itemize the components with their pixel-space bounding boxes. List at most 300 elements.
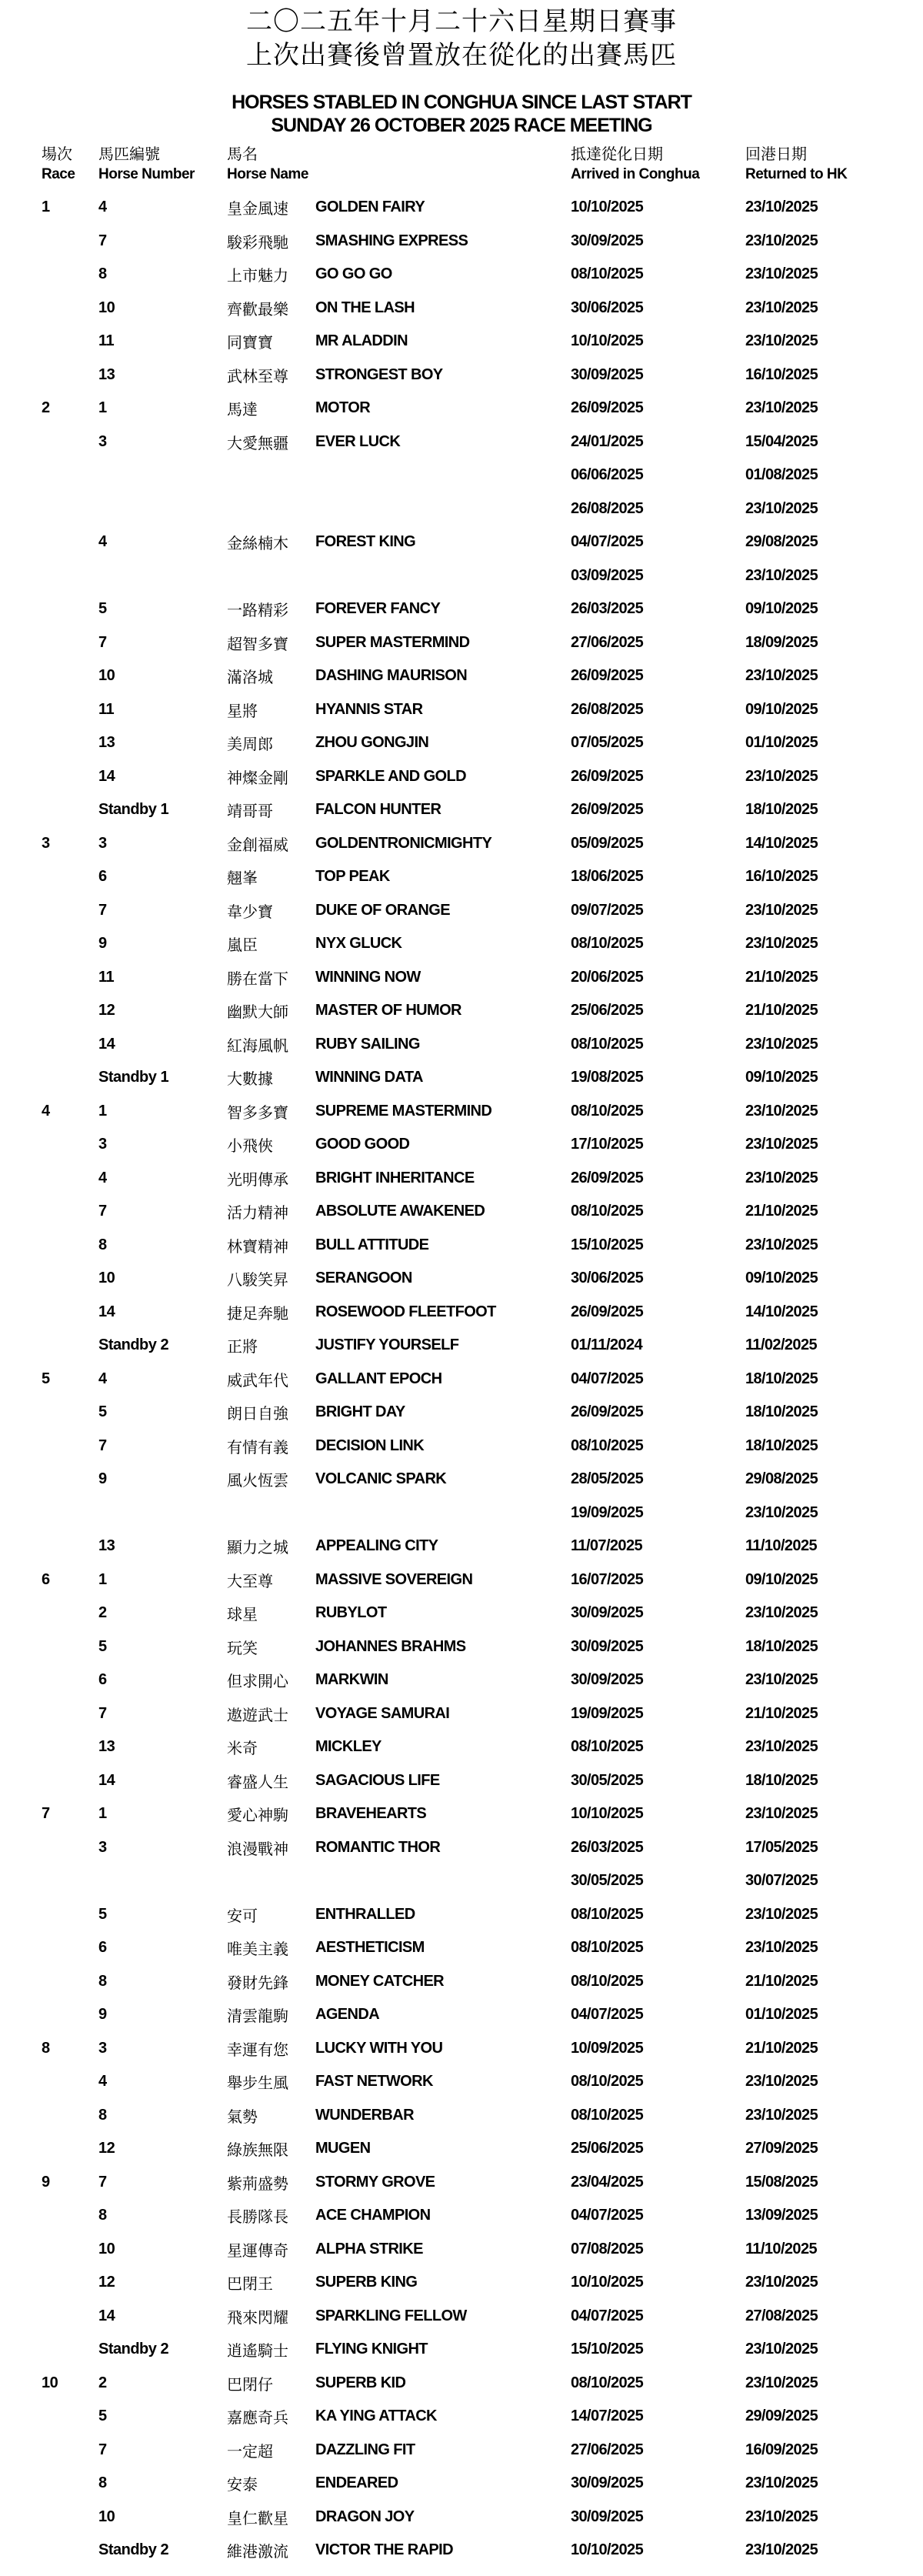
- horse-name-zh: 遨遊武士: [227, 1707, 288, 1724]
- table-row: [0, 1463, 923, 1497]
- arrived-date: 07/08/2025: [571, 2240, 644, 2257]
- returned-date: 27/09/2025: [745, 2140, 818, 2157]
- arrived-date: 10/10/2025: [571, 2274, 644, 2291]
- horse-name-zh: 小飛俠: [227, 1138, 273, 1156]
- horse-number-cell: 7: [98, 633, 107, 651]
- returned-date: 23/10/2025: [745, 1805, 818, 1823]
- arrived-date: 20/06/2025: [571, 968, 644, 986]
- horse-name-zh: 馬達: [227, 402, 258, 419]
- returned-date: 23/10/2025: [745, 2341, 818, 2358]
- horse-name-en: FOREST KING: [315, 533, 416, 551]
- arrived-date: 07/05/2025: [571, 734, 644, 752]
- horse-name-zh: 韋少寶: [227, 903, 273, 921]
- horse-name-zh: 神燦金剛: [227, 769, 288, 787]
- horse-name-zh: 星運傳奇: [227, 2242, 288, 2260]
- returned-date: 23/10/2025: [745, 1035, 818, 1053]
- horse-name-zh: 駿彩飛馳: [227, 234, 288, 252]
- returned-date: 21/10/2025: [745, 968, 818, 986]
- race-cell: 1: [42, 199, 50, 216]
- returned-date: 23/10/2025: [745, 935, 818, 953]
- arrived-date: 04/07/2025: [571, 2006, 644, 2024]
- returned-date: 23/10/2025: [745, 499, 818, 517]
- horse-number-cell: 3: [98, 1136, 107, 1153]
- returned-date: 14/10/2025: [745, 834, 818, 852]
- table-row: [0, 1730, 923, 1764]
- horse-name-en: TOP PEAK: [315, 868, 390, 886]
- horse-number-cell: 7: [98, 232, 107, 249]
- returned-date: 18/10/2025: [745, 1637, 818, 1655]
- horse-number-cell: 7: [98, 1704, 107, 1722]
- horse-name-en: BULL ATTITUDE: [315, 1236, 429, 1253]
- table-row: [0, 1396, 923, 1430]
- horse-number-cell: 4: [98, 2073, 107, 2090]
- table-row: [0, 1764, 923, 1798]
- column-header-horse-name: [227, 145, 571, 185]
- returned-date: 30/07/2025: [745, 1872, 818, 1890]
- horse-name-zh: 八駿笑昇: [227, 1272, 288, 1290]
- arrived-date: 27/06/2025: [571, 633, 644, 651]
- column-header-horse-name-zh: 馬名: [227, 146, 258, 163]
- horse-number-cell: 7: [98, 1436, 107, 1454]
- arrived-date: 18/06/2025: [571, 868, 644, 886]
- horse-table-body: [0, 191, 923, 2568]
- page-title-english-line2: SUNDAY 26 OCTOBER 2025 RACE MEETING: [271, 115, 652, 136]
- returned-date: 23/10/2025: [745, 265, 818, 283]
- returned-date: 23/10/2025: [745, 667, 818, 685]
- table-row: [0, 2099, 923, 2133]
- horse-number-cell: 14: [98, 1035, 115, 1053]
- table-row: [0, 2132, 923, 2166]
- race-cell: 9: [42, 2173, 50, 2191]
- horse-name-en: SUPER MASTERMIND: [315, 633, 470, 651]
- horse-name-en: KA YING ATTACK: [315, 2407, 437, 2425]
- table-row: [0, 2400, 923, 2434]
- horse-number-cell: Standby 2: [98, 1336, 169, 1354]
- horse-name-zh: 光明傳承: [227, 1171, 288, 1189]
- horse-number-cell: 5: [98, 1905, 107, 1923]
- horse-name-zh: 球星: [227, 1607, 258, 1624]
- horse-name-zh: 金絲楠木: [227, 536, 288, 553]
- horse-number-cell: 11: [98, 700, 115, 718]
- returned-date: 23/10/2025: [745, 767, 818, 785]
- returned-date: 23/10/2025: [745, 1905, 818, 1923]
- returned-date: 23/10/2025: [745, 1604, 818, 1622]
- horse-name-en: WINNING NOW: [315, 968, 421, 986]
- arrived-date: 30/09/2025: [571, 2508, 644, 2525]
- arrived-date: 26/08/2025: [571, 700, 644, 718]
- horse-number-cell: 9: [98, 935, 107, 953]
- horse-name-zh: 大至尊: [227, 1573, 273, 1590]
- returned-date: 21/10/2025: [745, 1972, 818, 1990]
- horse-name-en: MICKLEY: [315, 1738, 382, 1756]
- arrived-date: 04/07/2025: [571, 2307, 644, 2324]
- column-header-returned-en: Returned to HK: [745, 166, 848, 182]
- horse-name-en: GOLDENTRONICMIGHTY: [315, 834, 492, 852]
- horse-name-en: DUKE OF ORANGE: [315, 901, 450, 919]
- arrived-date: 08/10/2025: [571, 2374, 644, 2391]
- horse-name-zh: 綠族無限: [227, 2142, 288, 2160]
- horse-number-cell: 13: [98, 734, 115, 752]
- returned-date: 23/10/2025: [745, 2474, 818, 2492]
- table-row: [0, 459, 923, 492]
- horse-number-cell: 1: [98, 399, 107, 417]
- arrived-date: 19/09/2025: [571, 1704, 644, 1722]
- race-cell: 6: [42, 1570, 50, 1588]
- horse-number-cell: 5: [98, 1403, 107, 1421]
- returned-date: 23/10/2025: [745, 1738, 818, 1756]
- horse-number-cell: 14: [98, 2307, 115, 2324]
- arrived-date: 16/07/2025: [571, 1570, 644, 1588]
- arrived-date: 26/09/2025: [571, 399, 644, 417]
- returned-date: 23/10/2025: [745, 332, 818, 350]
- race-cell: 7: [42, 1805, 50, 1823]
- horse-name-en: AGENDA: [315, 2006, 380, 2024]
- returned-date: 16/10/2025: [745, 365, 818, 383]
- arrived-date: 08/10/2025: [571, 1972, 644, 1990]
- page-title-chinese-line2: 上次出賽後曾置放在從化的出賽馬匹: [246, 41, 677, 70]
- arrived-date: 10/10/2025: [571, 199, 644, 216]
- returned-date: 23/10/2025: [745, 566, 818, 584]
- table-row: [0, 1061, 923, 1095]
- horse-name-zh: 安泰: [227, 2477, 258, 2494]
- horse-name-en: VOYAGE SAMURAI: [315, 1704, 450, 1722]
- horse-number-cell: Standby 1: [98, 1069, 169, 1086]
- horse-name-en: WINNING DATA: [315, 1069, 423, 1086]
- column-header-race-en: Race: [42, 166, 75, 182]
- table-row: [0, 2467, 923, 2501]
- returned-date: 17/05/2025: [745, 1838, 818, 1856]
- returned-date: 23/10/2025: [745, 901, 818, 919]
- horse-number-cell: 11: [98, 968, 115, 986]
- arrived-date: 10/09/2025: [571, 2039, 644, 2057]
- table-row: [0, 425, 923, 459]
- horse-name-zh: 幸運有您: [227, 2041, 288, 2059]
- arrived-date: 30/05/2025: [571, 1771, 644, 1789]
- horse-name-zh: 舉步生風: [227, 2075, 288, 2093]
- column-header-returned: [745, 145, 923, 185]
- arrived-date: 04/07/2025: [571, 533, 644, 551]
- arrived-date: 30/09/2025: [571, 232, 644, 249]
- arrived-date: 10/10/2025: [571, 1805, 644, 1823]
- arrived-date: 26/03/2025: [571, 600, 644, 618]
- table-row: [0, 1597, 923, 1630]
- arrived-date: 30/06/2025: [571, 1270, 644, 1287]
- race-cell: 3: [42, 834, 50, 852]
- horse-number-cell: 8: [98, 2106, 107, 2124]
- horse-name-en: GOOD GOOD: [315, 1136, 410, 1153]
- table-row: [0, 325, 923, 359]
- horse-name-en: FLYING KNIGHT: [315, 2341, 428, 2358]
- table-row: [0, 1296, 923, 1330]
- returned-date: 09/10/2025: [745, 1069, 818, 1086]
- column-header-race-zh: 場次: [42, 146, 72, 163]
- returned-date: 29/08/2025: [745, 533, 818, 551]
- horse-name-en: SAGACIOUS LIFE: [315, 1771, 440, 1789]
- table-row: [0, 1363, 923, 1396]
- horse-name-zh: 金創福威: [227, 836, 288, 854]
- horse-name-zh: 超智多寶: [227, 636, 288, 653]
- horse-name-zh: 美周郎: [227, 736, 273, 754]
- arrived-date: 08/10/2025: [571, 1939, 644, 1957]
- horse-number-cell: 7: [98, 2441, 107, 2458]
- arrived-date: 26/08/2025: [571, 499, 644, 517]
- arrived-date: 01/11/2024: [571, 1336, 642, 1354]
- race-cell: 2: [42, 399, 50, 417]
- horse-number-cell: 5: [98, 1637, 107, 1655]
- table-row: [0, 2434, 923, 2468]
- table-row: [0, 1931, 923, 1965]
- arrived-date: 26/03/2025: [571, 1838, 644, 1856]
- horse-name-zh: 發財先鋒: [227, 1974, 288, 1992]
- arrived-date: 25/06/2025: [571, 1002, 644, 1019]
- horse-number-cell: 9: [98, 1470, 107, 1488]
- returned-date: 23/10/2025: [745, 1939, 818, 1957]
- arrived-date: 26/09/2025: [571, 1403, 644, 1421]
- horse-name-en: JOHANNES BRAHMS: [315, 1637, 466, 1655]
- table-row: [0, 2300, 923, 2334]
- horse-name-en: ENTHRALLED: [315, 1905, 415, 1923]
- horse-number-cell: 8: [98, 2207, 107, 2224]
- table-row: [0, 492, 923, 526]
- table-row: [0, 2233, 923, 2267]
- horse-name-en: STORMY GROVE: [315, 2173, 435, 2191]
- horse-number-cell: Standby 1: [98, 801, 169, 819]
- arrived-date: 27/06/2025: [571, 2441, 644, 2458]
- arrived-date: 08/10/2025: [571, 1905, 644, 1923]
- arrived-date: 28/05/2025: [571, 1470, 644, 1488]
- column-header-horse-name-en: Horse Name: [227, 166, 308, 182]
- horse-number-cell: 12: [98, 2140, 115, 2157]
- horse-number-cell: 6: [98, 1939, 107, 1957]
- horse-number-cell: 7: [98, 1203, 107, 1220]
- horse-name-en: SUPERB KING: [315, 2274, 418, 2291]
- horse-number-cell: 10: [98, 2240, 115, 2257]
- horse-name-zh: 巴閉王: [227, 2276, 273, 2294]
- horse-name-zh: 齊歡最樂: [227, 301, 288, 319]
- arrived-date: 08/10/2025: [571, 2106, 644, 2124]
- horse-name-zh: 浪漫戰神: [227, 1840, 288, 1858]
- returned-date: 01/08/2025: [745, 466, 818, 484]
- returned-date: 23/10/2025: [745, 2274, 818, 2291]
- horse-name-en: FAST NETWORK: [315, 2073, 433, 2090]
- race-cell: 8: [42, 2039, 50, 2057]
- horse-name-en: RUBY SAILING: [315, 1035, 420, 1053]
- column-header-returned-zh: 回港日期: [745, 146, 807, 163]
- horse-name-en: SPARKLE AND GOLD: [315, 767, 466, 785]
- horse-name-en: DAZZLING FIT: [315, 2441, 415, 2458]
- returned-date: 16/10/2025: [745, 868, 818, 886]
- returned-date: 09/10/2025: [745, 600, 818, 618]
- horse-number-cell: 4: [98, 1169, 107, 1186]
- horse-name-zh: 正將: [227, 1339, 258, 1356]
- horse-name-zh: 星將: [227, 702, 258, 720]
- horse-name-en: LUCKY WITH YOU: [315, 2039, 443, 2057]
- horse-name-zh: 翹峯: [227, 870, 258, 888]
- column-header-horse-number-zh: 馬匹編號: [98, 146, 160, 163]
- arrived-date: 15/10/2025: [571, 2341, 644, 2358]
- arrived-date: 08/10/2025: [571, 1436, 644, 1454]
- arrived-date: 05/09/2025: [571, 834, 644, 852]
- table-row: [0, 1329, 923, 1363]
- horse-name-en: JUSTIFY YOURSELF: [315, 1336, 459, 1354]
- horse-name-en: SMASHING EXPRESS: [315, 232, 468, 249]
- table-row: [0, 258, 923, 292]
- column-header-race: [42, 145, 98, 185]
- arrived-date: 19/09/2025: [571, 1503, 644, 1521]
- table-row: [0, 359, 923, 392]
- horse-name-en: BRIGHT INHERITANCE: [315, 1169, 475, 1186]
- horse-name-en: MR ALADDIN: [315, 332, 408, 350]
- horse-number-cell: 1: [98, 1805, 107, 1823]
- returned-date: 18/10/2025: [745, 1403, 818, 1421]
- table-row: [0, 559, 923, 593]
- returned-date: 09/10/2025: [745, 1570, 818, 1588]
- horse-name-en: MARKWIN: [315, 1671, 388, 1689]
- horse-name-zh: 風火恆雲: [227, 1473, 288, 1490]
- returned-date: 14/10/2025: [745, 1303, 818, 1320]
- arrived-date: 03/09/2025: [571, 566, 644, 584]
- returned-date: 01/10/2025: [745, 734, 818, 752]
- table-row: [0, 793, 923, 827]
- column-header-arrived: [571, 145, 745, 185]
- table-row: [0, 526, 923, 559]
- horse-name-zh: 同寶寶: [227, 335, 273, 352]
- returned-date: 23/10/2025: [745, 1169, 818, 1186]
- horse-name-en: FOREVER FANCY: [315, 600, 441, 618]
- horse-number-cell: 4: [98, 199, 107, 216]
- horse-number-cell: 8: [98, 1236, 107, 1253]
- table-row: [0, 726, 923, 760]
- horse-name-en: SPARKLING FELLOW: [315, 2307, 467, 2324]
- table-row: [0, 592, 923, 626]
- table-row: [0, 927, 923, 961]
- table-row: [0, 1262, 923, 1296]
- horse-number-cell: 6: [98, 1671, 107, 1689]
- arrived-date: 04/07/2025: [571, 1370, 644, 1387]
- horse-name-zh: 顯力之城: [227, 1540, 288, 1557]
- horse-name-zh: 玩笑: [227, 1640, 258, 1657]
- returned-date: 21/10/2025: [745, 1002, 818, 1019]
- arrived-date: 11/07/2025: [571, 1537, 642, 1555]
- horse-name-zh: 清雲龍駒: [227, 2008, 288, 2026]
- horse-name-zh: 勝在當下: [227, 970, 288, 988]
- horse-number-cell: 5: [98, 2407, 107, 2425]
- horse-name-zh: 維港激流: [227, 2544, 288, 2561]
- horse-name-en: APPEALING CITY: [315, 1537, 438, 1555]
- arrived-date: 30/09/2025: [571, 1637, 644, 1655]
- horse-number-cell: 9: [98, 2006, 107, 2024]
- horse-name-en: ZHOU GONGJIN: [315, 734, 429, 752]
- horse-name-en: AESTHETICISM: [315, 1939, 425, 1957]
- horse-name-en: VICTOR THE RAPID: [315, 2541, 453, 2559]
- horse-name-en: MONEY CATCHER: [315, 1972, 445, 1990]
- returned-date: 13/09/2025: [745, 2207, 818, 2224]
- table-row: [0, 894, 923, 928]
- returned-date: 11/10/2025: [745, 1537, 817, 1555]
- horse-name-en: MASSIVE SOVEREIGN: [315, 1570, 473, 1588]
- horse-name-zh: 愛心神駒: [227, 1807, 288, 1825]
- returned-date: 18/09/2025: [745, 633, 818, 651]
- horse-number-cell: 3: [98, 2039, 107, 2057]
- horse-name-en: MASTER OF HUMOR: [315, 1002, 462, 1019]
- returned-date: 09/10/2025: [745, 1270, 818, 1287]
- horse-name-zh: 捷足奔馳: [227, 1305, 288, 1323]
- column-header-horse-number-en: Horse Number: [98, 166, 195, 182]
- table-row: [0, 2501, 923, 2534]
- table-row: [0, 292, 923, 325]
- arrived-date: 24/01/2025: [571, 432, 644, 450]
- horse-name-en: BRIGHT DAY: [315, 1403, 405, 1421]
- returned-date: 23/10/2025: [745, 1671, 818, 1689]
- table-row: [0, 1430, 923, 1463]
- arrived-date: 08/10/2025: [571, 1035, 644, 1053]
- horse-name-en: ON THE LASH: [315, 299, 415, 316]
- horse-name-en: GO GO GO: [315, 265, 392, 283]
- horse-name-en: ALPHA STRIKE: [315, 2240, 423, 2257]
- horse-number-cell: 1: [98, 1570, 107, 1588]
- table-row: [0, 1162, 923, 1196]
- arrived-date: 08/10/2025: [571, 265, 644, 283]
- arrived-date: 26/09/2025: [571, 667, 644, 685]
- horse-number-cell: 10: [98, 667, 115, 685]
- table-row: [0, 860, 923, 894]
- returned-date: 23/10/2025: [745, 1236, 818, 1253]
- horse-number-cell: 3: [98, 1838, 107, 1856]
- returned-date: 15/08/2025: [745, 2173, 818, 2191]
- horse-number-cell: 14: [98, 1303, 115, 1320]
- arrived-date: 26/09/2025: [571, 1169, 644, 1186]
- horse-number-cell: 12: [98, 1002, 115, 1019]
- table-row: [0, 1998, 923, 2032]
- arrived-date: 19/08/2025: [571, 1069, 644, 1086]
- table-row: [0, 1195, 923, 1229]
- horse-name-zh: 長勝隊長: [227, 2209, 288, 2227]
- horse-name-zh: 一定超: [227, 2443, 273, 2461]
- horse-number-cell: 8: [98, 1972, 107, 1990]
- horse-name-en: SUPREME MASTERMIND: [315, 1102, 492, 1119]
- horse-name-en: DECISION LINK: [315, 1436, 425, 1454]
- table-row: [0, 827, 923, 861]
- returned-date: 23/10/2025: [745, 2374, 818, 2391]
- returned-date: 29/09/2025: [745, 2407, 818, 2425]
- returned-date: 21/10/2025: [745, 1203, 818, 1220]
- arrived-date: 25/06/2025: [571, 2140, 644, 2157]
- horse-number-cell: 4: [98, 533, 107, 551]
- horse-name-zh: 唯美主義: [227, 1941, 288, 1959]
- table-row: [0, 994, 923, 1028]
- returned-date: 23/10/2025: [745, 299, 818, 316]
- horse-name-zh: 逍遙騎士: [227, 2343, 288, 2361]
- horse-name-en: SERANGOON: [315, 1270, 412, 1287]
- horse-number-cell: 10: [98, 1270, 115, 1287]
- arrived-date: 23/04/2025: [571, 2173, 644, 2191]
- horse-name-zh: 一路精彩: [227, 602, 288, 620]
- arrived-date: 09/07/2025: [571, 901, 644, 919]
- horse-number-cell: 2: [98, 1604, 107, 1622]
- table-header: [0, 145, 923, 185]
- horse-name-zh: 威武年代: [227, 1372, 288, 1390]
- returned-date: 15/04/2025: [745, 432, 818, 450]
- arrived-date: 30/09/2025: [571, 1604, 644, 1622]
- horse-name-zh: 智多多寶: [227, 1104, 288, 1122]
- arrived-date: 30/06/2025: [571, 299, 644, 316]
- table-row: [0, 2166, 923, 2200]
- horse-name-zh: 靖哥哥: [227, 803, 273, 821]
- returned-date: 21/10/2025: [745, 1704, 818, 1722]
- table-row: [0, 1663, 923, 1697]
- horse-number-cell: 3: [98, 834, 107, 852]
- returned-date: 23/10/2025: [745, 2073, 818, 2090]
